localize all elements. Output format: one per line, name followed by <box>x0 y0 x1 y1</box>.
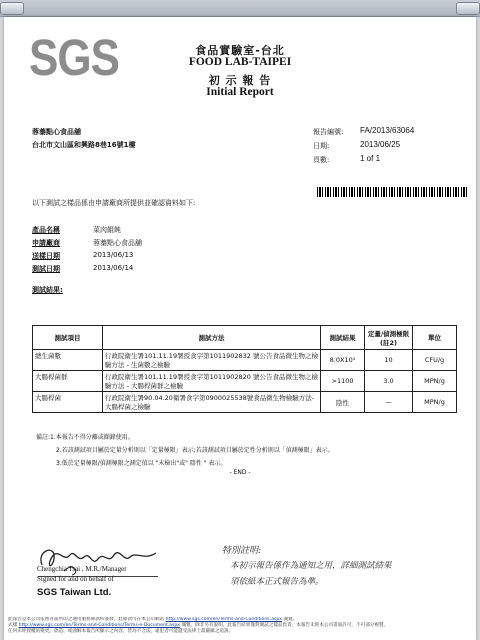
cell-unit: MPN/g <box>413 392 457 413</box>
sample-label-name: 產品名稱 <box>32 226 60 234</box>
special-note-line2: 須依紙本正式報告為準。 <box>230 577 324 587</box>
cell-unit: CFU/g <box>413 350 457 371</box>
note-1: 備註:1.本報告不得分離或擷錄使用。 <box>36 434 134 441</box>
cell-result: 陰性 <box>321 392 365 413</box>
sample-label-applicant: 申請廠商 <box>32 239 60 247</box>
lab-title-zh: 食品實驗室-台北 <box>195 44 285 57</box>
sample-label-tested: 測試日期 <box>32 265 60 273</box>
results-heading: 測試結果: <box>32 286 63 294</box>
sample-value-received: 2013/06/13 <box>93 251 134 259</box>
viewer-toolbar <box>0 0 480 17</box>
sample-value-tested: 2013/06/14 <box>93 264 134 272</box>
sample-label-received: 送樣日期 <box>32 252 60 260</box>
toolbar-left-button[interactable] <box>0 2 24 15</box>
cell-item: 總生菌數 <box>33 350 103 371</box>
cell-method: 行政院衛生署90.04.20衛署食字第0900025538號食品微生物檢驗方法-大腸桿菌之檢驗 <box>103 392 321 413</box>
table-header-row <box>33 326 457 350</box>
page-label: 頁數: <box>313 156 330 164</box>
table-row <box>33 371 457 392</box>
cell-item: 大腸桿菌群 <box>33 371 103 392</box>
cell-item: 大腸桿菌 <box>33 392 103 413</box>
header-result: 測試結果 <box>321 326 365 350</box>
lab-title-en: FOOD LAB-TAIPEI <box>188 56 292 68</box>
toolbar-right-button[interactable] <box>456 2 480 15</box>
cell-method: 行政院衛生署101.11.19署授食字第1011902832 號公告食品微生物之檢驗方法 - 生菌數之檢驗 <box>103 350 321 371</box>
date-value: 2013/06/25 <box>360 140 401 149</box>
report-type-en: Initial Report <box>206 86 274 98</box>
table-row <box>33 350 457 371</box>
cell-unit: MPN/g <box>413 371 457 392</box>
cell-result: >1100 <box>321 371 365 392</box>
company-name: SGS Taiwan Ltd. <box>37 587 112 598</box>
cell-limit: 3.0 <box>365 371 413 392</box>
results-table <box>32 325 457 413</box>
signer-name: Chengchia Tsai , M.R./Manager <box>37 565 127 573</box>
report-barcode <box>317 187 467 197</box>
header-item: 測試項目 <box>33 326 103 350</box>
special-note-line1: 本初示報告係作為通知之用，詳細測試結果 <box>230 561 392 571</box>
sample-value-name: 菜肉餛飩 <box>93 226 121 234</box>
header-unit: 單位 <box>413 326 457 350</box>
date-label: 日期: <box>313 142 330 150</box>
report-type-zh: 初 示 報 告 <box>208 74 272 87</box>
client-address: 台北市文山區和興路8巷16號1樓 <box>32 141 136 149</box>
footer-line2: 式樣 <box>8 623 18 629</box>
footer-terms <box>8 617 472 640</box>
end-marker: - END - <box>229 469 251 476</box>
footer-terms-link[interactable]: http://www.sgs.com/en/Terms-and-Conditions.aspx <box>165 617 282 622</box>
cell-method: 行政院衛生署101.11.19署授食字第1011902820 號公告食品微生物之檢驗方法 - 大腸桿菌群之檢驗 <box>103 371 321 392</box>
footer-line2b: 閱覽。除非另有說明，此報告結果僅對測試之樣品負責，本報告未經本公司書面許可，不可部分複製。 <box>181 623 389 629</box>
note-2: 2.若該測試項目屬於定量分析則以「定量極限」表示;若該測試項目屬於定性分析則以「偵測極限」表示。 <box>56 447 334 454</box>
signed-behalf: Signed for and on behalf of <box>37 575 114 583</box>
cell-result: 8.0X10⁵ <box>321 350 365 371</box>
footer-line1b: 閱覽。 <box>283 617 298 622</box>
header-limit: 定量/偵測極限(註2) <box>365 326 413 350</box>
footer-line1: 此報告是本公司依照背面所印之通用服務條款所簽發，此條款可在本公司網站 <box>8 617 165 622</box>
report-no-label: 報告編號: <box>313 128 344 136</box>
report-no-value: FA/2013/63064 <box>360 126 415 135</box>
report-page <box>4 17 476 640</box>
page-value: 1 of 1 <box>360 154 381 163</box>
note-3: 3.低於定量極限/偵測極限之測定值以 "未檢出"或" 陰性 " 表示。 <box>56 460 227 467</box>
footer-edocument-link[interactable]: http://www.sgs.com/en/Terms-and-Conditions/Terms-e-Document.aspx <box>18 623 180 629</box>
special-note-title: 特別註明: <box>222 546 262 556</box>
table-row <box>33 392 457 413</box>
sgs-logo: SGS <box>29 30 119 87</box>
cell-limit: 10 <box>365 350 413 371</box>
footer-line3: 任何未經授權的變更、偽造、或曲解本報告所顯示之內容，皆為不合法，違犯者可能遭受法律上最嚴厲之追訴。 <box>8 629 234 635</box>
intro-text: 以下測試之樣品係由申請廠商所提供並確認資料如下: <box>32 199 196 207</box>
header-method: 測試方法 <box>103 326 321 350</box>
cell-limit: — <box>365 392 413 413</box>
sample-value-applicant: 蓉蓁點心食品舖 <box>93 239 142 247</box>
client-name: 蓉蓁點心食品舖 <box>32 128 81 136</box>
